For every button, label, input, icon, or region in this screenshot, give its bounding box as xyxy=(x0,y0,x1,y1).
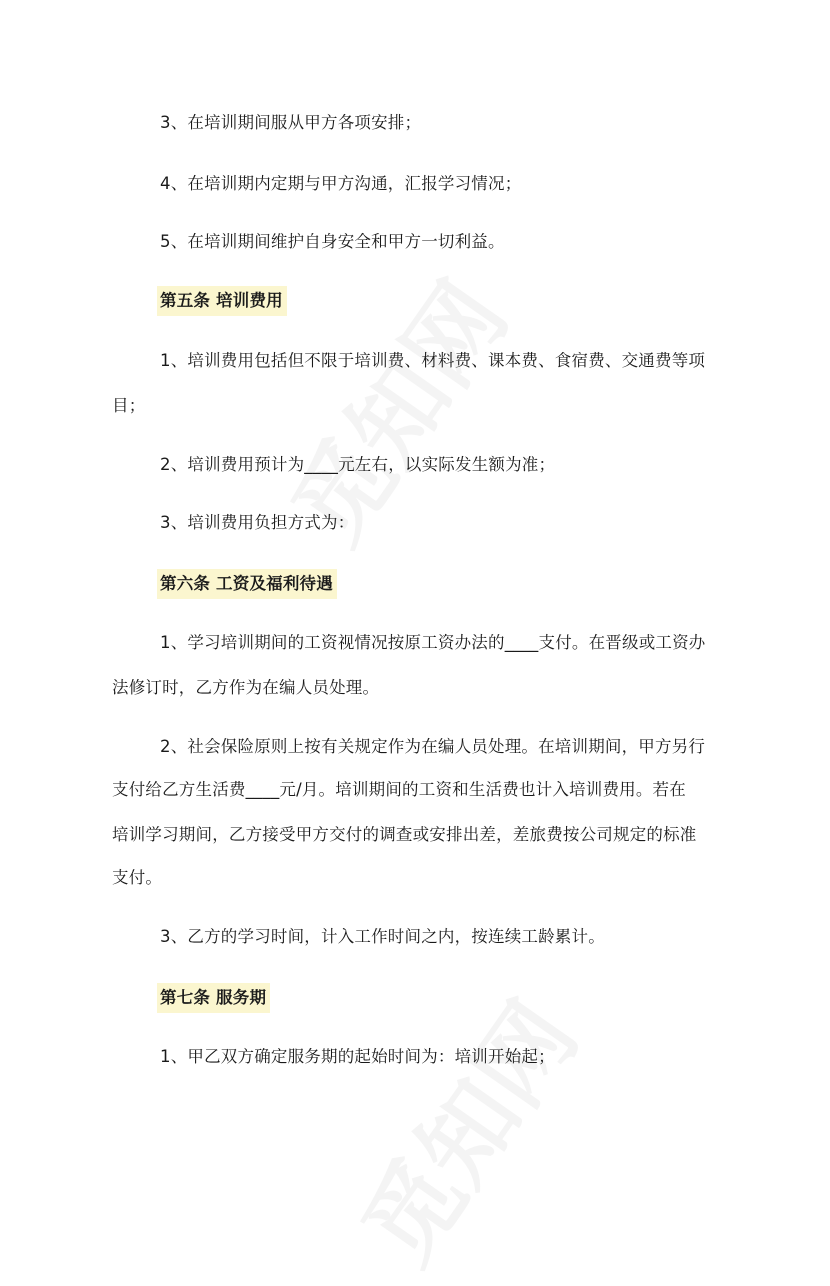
list-item: 3、在培训期间服从甲方各项安排； xyxy=(160,113,422,132)
article-5-heading: 第五条 培训费用 xyxy=(157,286,287,316)
paragraph: 3、乙方的学习时间，计入工作时间之内，按连续工龄累计。 xyxy=(160,927,605,946)
paragraph: 2、社会保险原则上按有关规定作为在编人员处理。在培训期间，甲方另行 xyxy=(160,737,706,756)
list-item: 4、在培训期内定期与甲方沟通，汇报学习情况； xyxy=(160,174,522,193)
paragraph: 目； xyxy=(112,396,146,415)
paragraph: 3、培训费用负担方式为： xyxy=(160,513,355,532)
paragraph: 1、培训费用包括但不限于培训费、材料费、课本费、食宿费、交通费等项 xyxy=(160,351,706,370)
paragraph: 支付。 xyxy=(112,868,163,887)
watermark xyxy=(325,971,602,1285)
list-item: 5、在培训期间维护自身安全和甲方一切利益。 xyxy=(160,232,505,251)
article-6-heading: 第六条 工资及福利待遇 xyxy=(157,569,337,599)
paragraph: 法修订时，乙方作为在编人员处理。 xyxy=(112,678,380,697)
paragraph: 2、培训费用预计为____元左右，以实际发生额为准； xyxy=(160,455,556,474)
paragraph: 1、学习培训期间的工资视情况按原工资办法的____支付。在晋级或工资办 xyxy=(160,633,706,652)
paragraph: 1、甲乙双方确定服务期的起始时间为：培训开始起； xyxy=(160,1047,555,1066)
paragraph: 支付给乙方生活费____元/月。培训期间的工资和生活费也计入培训费用。若在 xyxy=(112,780,686,799)
article-7-heading: 第七条 服务期 xyxy=(157,983,270,1013)
paragraph: 培训学习期间，乙方接受甲方交付的调查或安排出差，差旅费按公司规定的标准 xyxy=(112,825,697,844)
